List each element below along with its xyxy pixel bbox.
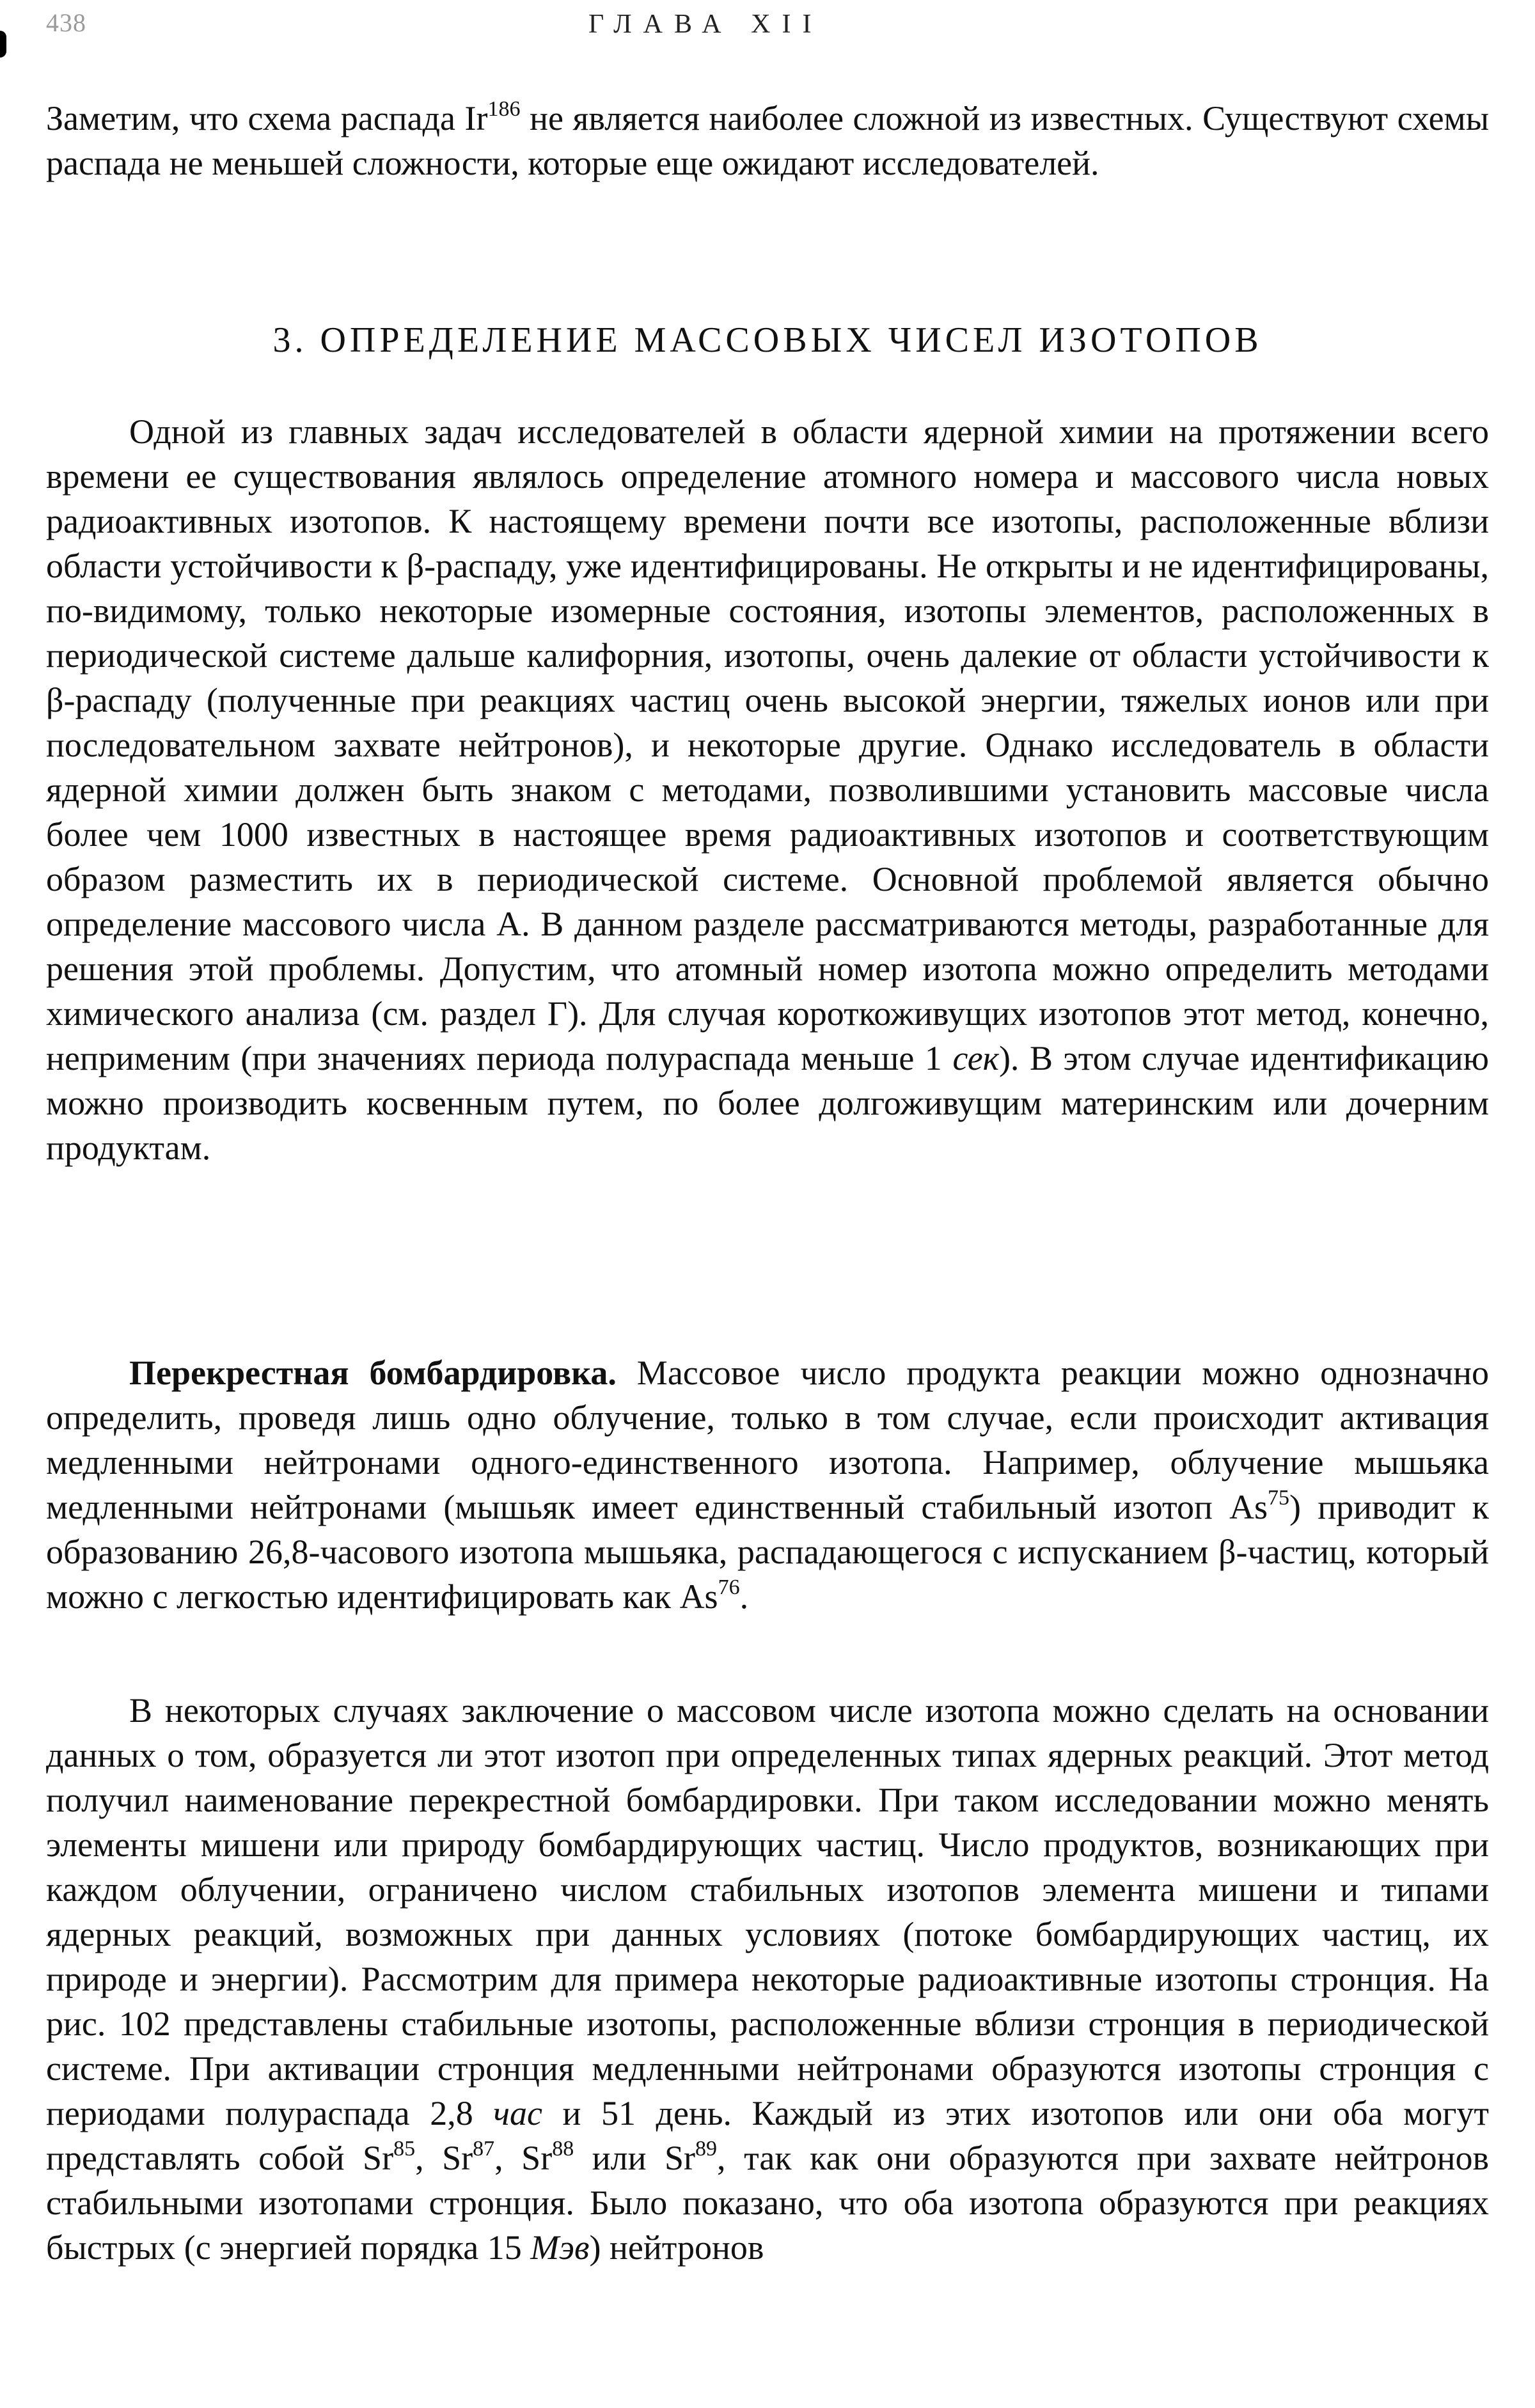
paragraph-mass-number-methods [46, 409, 1489, 1170]
para3-text-3: , Sr [415, 2139, 473, 2177]
running-title: ГЛАВА XII [588, 10, 823, 39]
strontium-89-mass: 89 [695, 2137, 718, 2161]
unit-mev: Мэв [530, 2228, 590, 2267]
arsenic-76-mass: 76 [718, 1575, 740, 1599]
section-title: 3. ОПРЕДЕЛЕНИЕ МАССОВЫХ ЧИСЕЛ ИЗОТОПОВ [272, 320, 1263, 360]
strontium-87-mass: 87 [473, 2137, 495, 2161]
para3-text-6: , так как они образуются при захвате нейтронов стабильными изотопами стронция. Было показано, что оба изотопа образуются при реакциях быстрых (с энергией порядка 15 [46, 2139, 1489, 2267]
para3-text-2: и 51 день. Каждый из этих изотопов или они оба могут представлять собой Sr [46, 2094, 1489, 2177]
paragraph-strontium-example [46, 1688, 1489, 2270]
strontium-85-mass: 85 [393, 2137, 416, 2161]
intro-paragraph [46, 96, 1489, 185]
intro-text-1: Заметим, что схема распада Ir [46, 99, 488, 137]
para1-text-1: Одной из главных задач исследователей в области ядерной химии на протяжении всего времени ее существования являлось определение атомного номера и массового числа новых радиоактивных изотопов. К настоящему времени почти все изотопы, расположенные вблизи области устойчивости к β-распаду, уже идентифицированы. Не открыты и не идентифицированы, по-видимому, только некоторые изомерные состояния, изотопы элементов, расположенных в периодической системе дальше калифорния, изотопы, очень далекие от области устойчивости к β-распаду (полученные при реакциях частиц очень высокой энергии, тяжелых ионов или при последовательном захвате нейтронов), и некоторые другие. Однако исследователь в области ядерной химии должен быть знаком с методами, позволившими установить массовые числа более чем 1000 известных в настоящее время радиоактивных изотопов и соответствующим образом разместить их в периодической системе. Основной проблемой является обычно определение массового числа A. В данном разделе рассматриваются методы, разработанные для решения этой проблемы. Допустим, что атомный номер изотопа можно определить методами химического анализа (см. раздел Г). Для случая короткоживущих изотопов этот метод, конечно, неприменим (при значениях периода полураспада меньше 1 [46, 412, 1489, 1077]
para3-text-4: , Sr [494, 2139, 553, 2177]
arsenic-75-mass: 75 [1268, 1486, 1290, 1510]
para2-text-2: ) приводит к образованию 26,8-часового изотопа мышьяка, распадающегося с испусканием β-частиц, который можно с легкостью идентифицировать как As [46, 1488, 1489, 1616]
para1-text-2: ). В этом случае идентификацию можно производить косвенным путем, по более долгоживущим материнским или дочерним продуктам. [46, 1039, 1490, 1167]
run-in-heading: Перекрестная бомбардировка. [129, 1354, 617, 1392]
para3-text-7: ) нейтронов [589, 2228, 764, 2267]
unit-seconds: сек [952, 1039, 999, 1077]
page-number: 438 [46, 8, 86, 37]
page-header [0, 4, 1535, 49]
strontium-88-mass: 88 [552, 2137, 574, 2161]
para3-text-5: или Sr [574, 2139, 696, 2177]
para2-text-1: Массовое число продукта реакции можно однозначно определить, проведя лишь одно облучение, только в том случае, если происходит активация медленными нейтронами одного-единственного изотопа. Например, облучение мышьяка медленными нейтронами (мышьяк имеет единственный стабильный изотоп As [46, 1354, 1489, 1526]
unit-hours: час [493, 2094, 542, 2132]
intro-text-2: не является наиболее сложной из известных. Существуют схемы распада не меньшей сложности, которые еще ожидают исследователей. [46, 99, 1490, 182]
para2-text-3: . [739, 1577, 749, 1616]
paragraph-cross-bombardment [46, 1350, 1489, 1619]
para3-text-1: В некоторых случаях заключение о массовом числе изотопа можно сделать на основании данных о том, образуется ли этот изотоп при определенных типах ядерных реакций. Этот метод получил наименование перекрестной бомбардировки. При таком исследовании можно менять элементы мишени или природу бомбардирующих частиц. Число продуктов, возникающих при каждом облучении, ограничено числом стабильных изотопов элемента мишени и типами ядерных реакций, возможных при данных условиях (потоке бомбардирующих частиц, их природе и энергии). Рассмотрим для примера некоторые радиоактивные изотопы стронция. На рис. 102 представлены стабильные изотопы, расположенные вблизи стронция в периодической системе. При активации стронция медленными нейтронами образуются изотопы стронция с периодами полураспада 2,8 [46, 1691, 1489, 2132]
iridium-mass-number: 186 [487, 97, 521, 121]
